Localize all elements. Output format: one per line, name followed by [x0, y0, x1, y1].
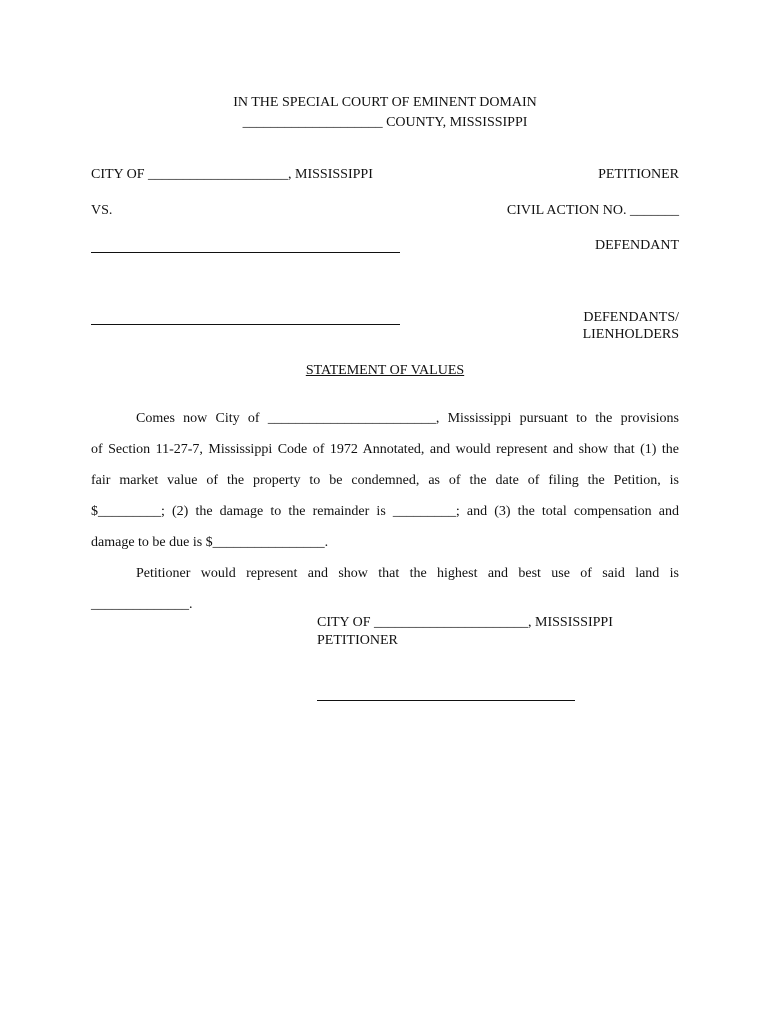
body-line-2: of Section 11-27-7, Mississippi Code of 1972 Annotated, and would represent and show that (1) the	[91, 442, 679, 457]
court-name: IN THE SPECIAL COURT OF EMINENT DOMAIN	[233, 95, 537, 110]
signature-petitioner-label: PETITIONER	[317, 633, 398, 648]
signature-line	[317, 700, 575, 701]
body-line-4: $_________; (2) the damage to the remainder is _________; and (3) the total compensation and	[91, 504, 679, 519]
body-line-3: fair market value of the property to be condemned, as of the date of filing the Petition, is	[91, 473, 679, 488]
body-line-6: Petitioner would represent and show that the highest and best use of said land is	[136, 566, 679, 581]
county-line: ____________________ COUNTY, MISSISSIPPI	[242, 115, 528, 130]
document-title: STATEMENT OF VALUES	[305, 363, 465, 378]
signature-city-line: CITY OF ______________________, MISSISSIPPI	[317, 615, 613, 630]
civil-action-number: CIVIL ACTION NO. _______	[506, 203, 679, 218]
body-line-1: Comes now City of ________________________, Mississippi pursuant to the provisions	[136, 411, 679, 426]
versus-label: VS.	[91, 203, 113, 218]
petitioner-city-line: CITY OF ____________________, MISSISSIPPI	[91, 167, 373, 182]
petitioner-label: PETITIONER	[598, 167, 679, 182]
defendants-label: DEFENDANTS/	[583, 310, 679, 325]
defendant-label: DEFENDANT	[595, 238, 679, 253]
body-line-7: ______________.	[91, 597, 193, 612]
body-line-5: damage to be due is $________________.	[91, 535, 329, 550]
lienholder-name-line	[91, 324, 400, 325]
defendant-name-line	[91, 252, 400, 253]
lienholders-label: LIENHOLDERS	[582, 327, 679, 342]
